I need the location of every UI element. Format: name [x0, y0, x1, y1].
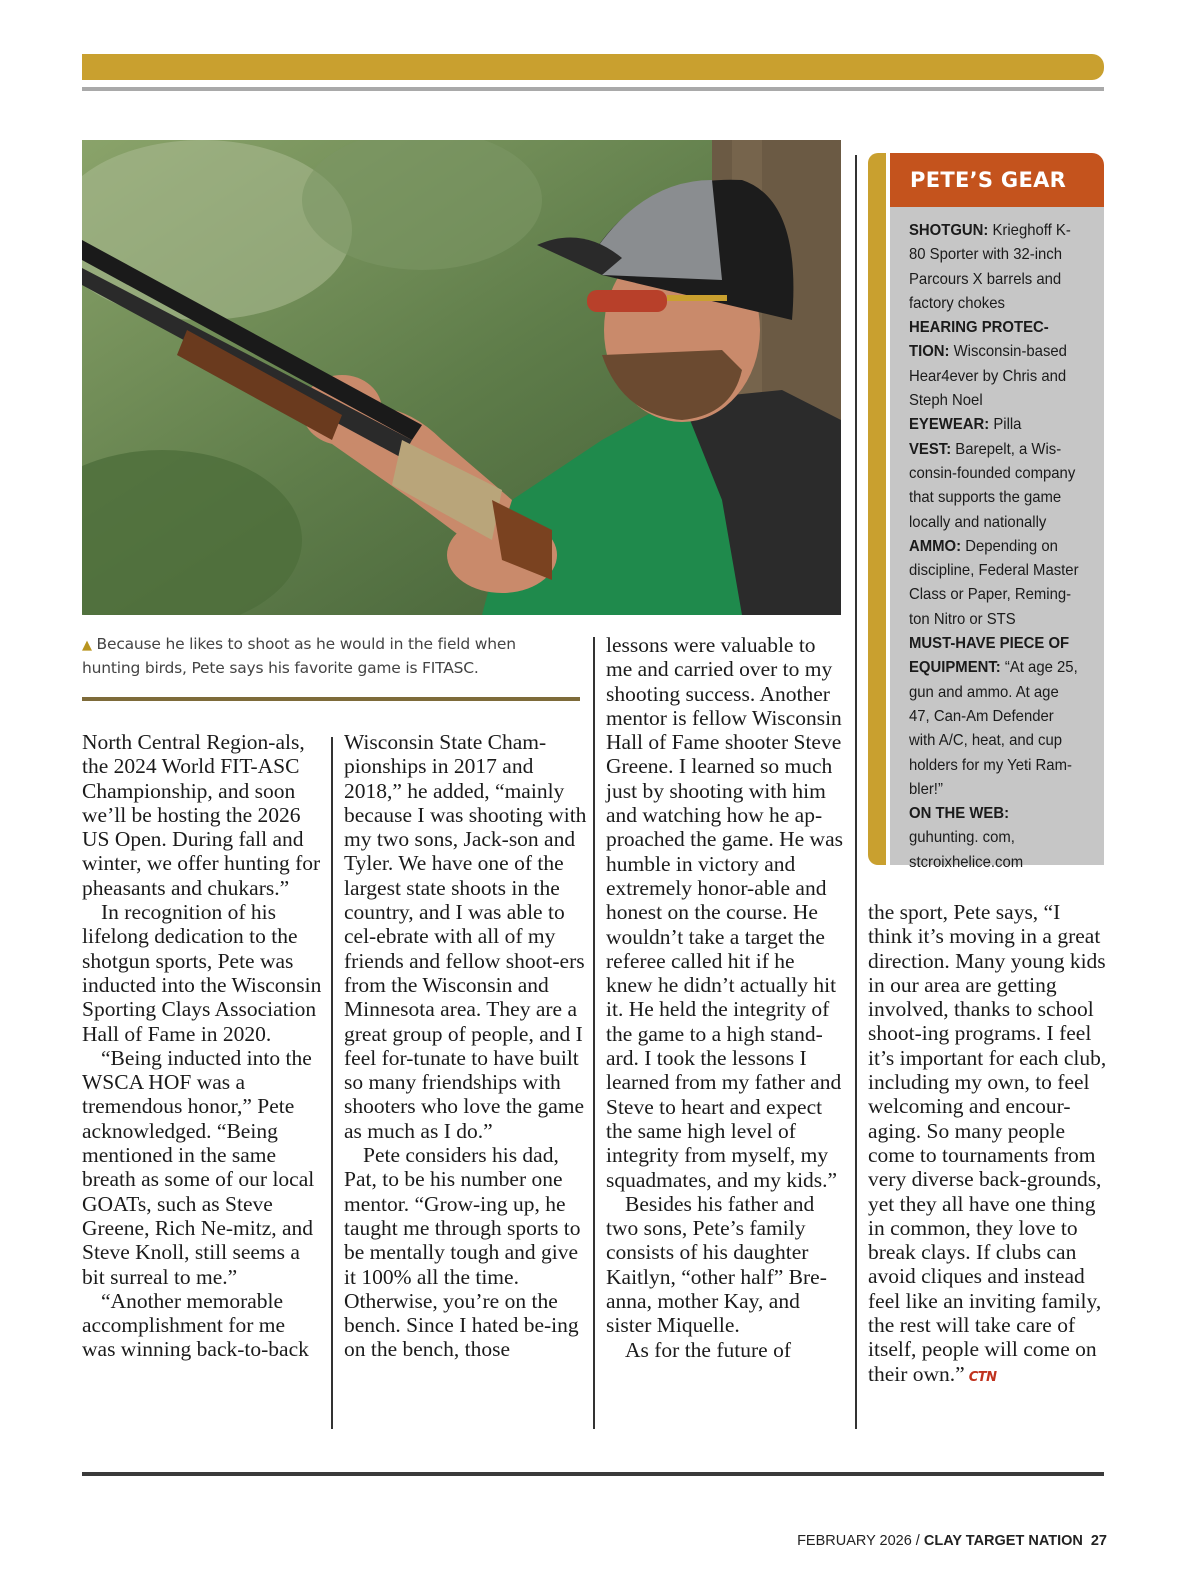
page-number: 27 [1090, 1533, 1107, 1549]
paragraph: In recognition of his lifelong dedication to the shotgun sports, Pete was inducted into the Wisconsin Sporting Clays Association Hall of Fame in 2020. [82, 900, 322, 1046]
gear-label: VEST: [909, 440, 952, 458]
end-mark-logo: CTN [968, 1369, 997, 1385]
paragraph: Wisconsin State Cham-pionships in 2017 and 2018,” he added, “mainly because I was shooting with my two sons, Jack-son and Tyler. We have one of the largest state shoots in the country, and I was able to cel-ebrate with all of my friends and fellow shoot-ers from the Wisconsin and Minnesota area. They are a great group of people, and I feel for-tunate to have built so many friendships with shooters who love the game as much as I do.” [344, 730, 587, 1143]
shooter-with-shotgun-photo [82, 140, 841, 615]
page-footer [797, 1533, 1107, 1549]
caption-line2: hunting birds, Pete says his favorite game is FITASC. [82, 659, 479, 677]
article-column-3 [606, 633, 846, 1362]
gear-label: AMMO: [909, 537, 962, 555]
gear-label: SHOTGUN: [909, 222, 989, 239]
photo-caption [82, 633, 552, 680]
gear-value: guhunting. com, stcroixhelice.com [909, 829, 1024, 871]
gear-label: ON THE WEB: [909, 805, 1010, 823]
caption-line1: Because he likes to shoot as he would in the field when [96, 635, 516, 653]
gear-item [909, 632, 1081, 802]
gear-item [909, 219, 1081, 316]
gear-value: “At age 25, gun and ammo. At age 47, Can-Am Defender with A/C, heat, and cup holders for my Yeti Ram-bler!” [909, 659, 1078, 798]
paragraph: North Central Region-als, the 2024 World FIT-ASC Championship, and soon we’ll be hosting the 2026 US Open. During fall and winter, we offer hunting for pheasants and chukars.” [82, 730, 321, 900]
gear-label: EYEWEAR: [909, 416, 990, 434]
paragraph: Pete considers his dad, Pat, to be his number one mentor. “Grow-ing up, he taught me through sports to be mentally tough and give it 100% all the time. Otherwise, you’re on the bench. Since I hated be-ing on the bench, those [344, 1143, 581, 1362]
gear-item [909, 535, 1081, 632]
paragraph-text: the sport, Pete says, “I think it’s moving in a great direction. Many young kids in our area are getting involved, thanks to school shoot-ing programs. I feel it’s important for each club, including my own, to feel welcoming and encour-aging. So many people come to tournaments from very diverse back-grounds, yet they all have one thing in common, they love to break clays. If clubs can avoid cliques and instead feel like an inviting family, the rest will take care of itself, people will come on their own.” [868, 900, 1107, 1386]
paragraph: “Another memorable accomplishment for me was winning back-to-back [82, 1288, 309, 1362]
article-photo [82, 140, 841, 615]
gear-value: Depending on discipline, Federal Master Class or Paper, Reming-ton Nitro or STS [909, 537, 1079, 628]
gear-label: MUST-HAVE PIECE OF EQUIPMENT: [909, 635, 1070, 677]
sidebar-title: PETE’S GEAR [910, 168, 1067, 192]
footer-issue: FEBRUARY 2026 / [797, 1533, 924, 1549]
gear-item [909, 413, 1081, 437]
paragraph: Besides his father and two sons, Pete’s family consists of his daughter Kaitlyn, “other half” Bre-anna, mother Kay, and sister Miquelle. [606, 1191, 827, 1338]
paragraph: As for the future of [625, 1337, 791, 1362]
header-gray-rule [82, 87, 1104, 91]
gear-item [909, 316, 1081, 413]
sidebar-accent-bar [868, 153, 886, 865]
column-divider [593, 637, 595, 1429]
paragraph [868, 900, 1108, 1390]
column-divider [331, 737, 333, 1429]
triangle-up-icon: ▲ [82, 638, 92, 653]
article-column-2 [344, 730, 589, 1362]
gear-item [909, 802, 1081, 875]
paragraph: lessons were valuable to me and carried over to my shooting success. Another mentor is fellow Wisconsin Hall of Fame shooter Steve Greene. I learned so much just by shooting with him and watching how he ap-proached the game. He was humble in victory and extremely honor-able and honest on the course. He wouldn’t take a target the referee called hit if he knew he didn’t actually hit it. He held the integrity of the game to a high stand-ard. I took the lessons I learned from my father and Steve to heart and expect the same high level of integrity from myself, my squadmates, and my kids.” [606, 633, 843, 1192]
header-gold-bar [82, 54, 1104, 80]
column-divider [855, 155, 857, 1429]
article-column-4 [868, 900, 1108, 1390]
paragraph: “Being inducted into the WSCA HOF was a tremendous honor,” Pete acknowledged. “Being mentioned in the same breath as some of our local GOATs, such as Steve Greene, Rich Ne-mitz, and Steve Knoll, still seems a bit surreal to me.” [82, 1045, 315, 1289]
gear-item [909, 438, 1081, 535]
gear-label: HEARING PROTEC-TION: [909, 319, 1049, 361]
gear-value: Wisconsin-based Hear4ever by Chris and Steph Noel [909, 343, 1067, 410]
gear-value: Krieghoff K-80 Sporter with 32-inch Parcours X barrels and factory chokes [909, 222, 1071, 312]
caption-rule [82, 697, 580, 701]
footer-publication: CLAY TARGET NATION [923, 1533, 1083, 1549]
footer-rule [82, 1472, 1104, 1476]
gear-value: Pilla [993, 416, 1022, 434]
gear-value: Barepelt, a Wis-consin-founded company that supports the game locally and nationally [909, 440, 1076, 531]
article-column-1 [82, 730, 322, 1362]
sidebar-header [890, 153, 1104, 207]
sidebar-gear-list [909, 219, 1081, 875]
